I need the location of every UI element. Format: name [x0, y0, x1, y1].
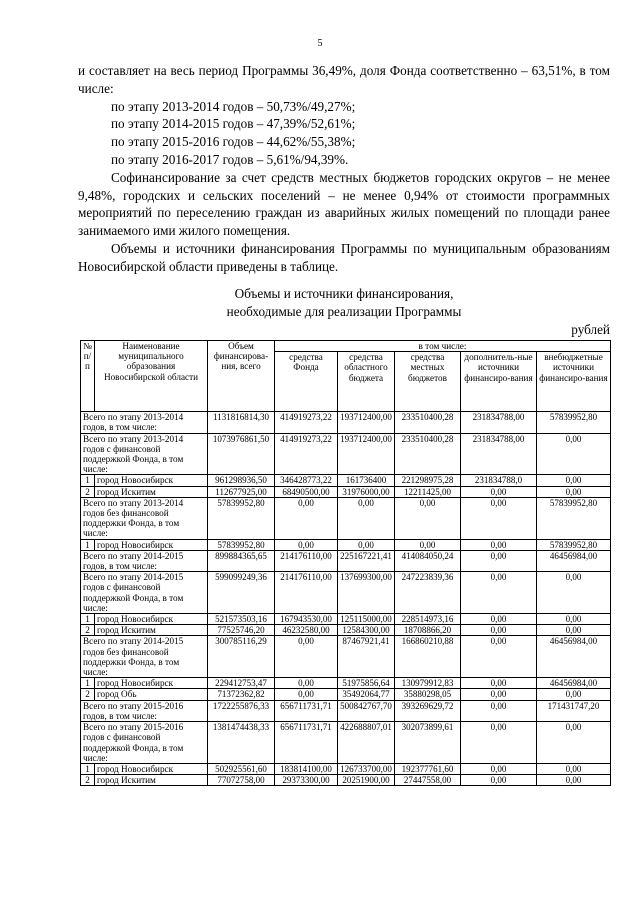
cell-total: 502925561,60 [208, 763, 275, 774]
table-row [81, 572, 611, 614]
cell-additional: 0,00 [461, 678, 537, 689]
cell-total: 1381474438,33 [208, 722, 275, 764]
header-name: Наименование муниципального образования Новосибирской области [95, 341, 208, 412]
cell-total: 71372362,82 [208, 689, 275, 700]
cell-num: 1 [81, 678, 95, 689]
cell-fund: 656711731,71 [275, 722, 338, 764]
cell-total: 77072758,00 [208, 775, 275, 786]
cell-name: город Искитим [95, 625, 208, 636]
cell-regional: 20251900,00 [338, 775, 395, 786]
cell-num: 1 [81, 539, 95, 550]
cell-fund: 214176110,00 [275, 550, 338, 571]
cell-offbudget: 46456984,00 [537, 550, 611, 571]
cell-total: 599099249,36 [208, 572, 275, 614]
table-row [81, 433, 611, 475]
financing-table [80, 340, 611, 786]
cell-name: город Новосибирск [95, 614, 208, 625]
cell-additional: 0,00 [461, 636, 537, 678]
cell-additional: 0,00 [461, 625, 537, 636]
header-total: Объем финансирова-ния, всего [208, 341, 275, 412]
cell-regional: 125115000,00 [338, 614, 395, 625]
cell-local: 233510400,28 [395, 433, 461, 475]
cell-additional: 0,00 [461, 700, 537, 721]
table-row [81, 763, 611, 774]
cell-local: 228514973,16 [395, 614, 461, 625]
cell-local: 35880298,05 [395, 689, 461, 700]
cell-num: 2 [81, 775, 95, 786]
cell-offbudget: 57839952,80 [537, 539, 611, 550]
cell-fund: 346428773,22 [275, 475, 338, 486]
cell-name: город Обь [95, 689, 208, 700]
cell-local: 0,00 [395, 497, 461, 539]
cell-additional: 0,00 [461, 614, 537, 625]
cell-regional: 87467921,41 [338, 636, 395, 678]
table-row [81, 539, 611, 550]
cell-local: 233510400,28 [395, 412, 461, 433]
cell-num: 1 [81, 475, 95, 486]
table-row [81, 475, 611, 486]
cell-additional: 0,00 [461, 775, 537, 786]
cell-total: 1131816814,30 [208, 412, 275, 433]
cell-fund: 0,00 [275, 689, 338, 700]
cell-fund: 167943530,00 [275, 614, 338, 625]
table-row [81, 412, 611, 433]
cell-additional: 0,00 [461, 497, 537, 539]
table-row [81, 614, 611, 625]
cell-offbudget: 0,00 [537, 614, 611, 625]
table-row [81, 700, 611, 721]
cell-offbudget: 57839952,80 [537, 412, 611, 433]
paragraph: Софинансирование за счет средств местных бюджетов городских округов – не менее 9,48%, городских и сельских поселений – не менее 0,94% от стоимости программных мероприятий по переселению граждан из аварийных жилых помещений по площади ранее занимаемого ими жилого помещения. [78, 169, 610, 239]
table-row [81, 486, 611, 497]
cell-total: 57839952,80 [208, 497, 275, 539]
header-local: средства местных бюджетов [395, 352, 461, 412]
page-number: 5 [317, 38, 323, 49]
cell-num: 2 [81, 625, 95, 636]
cell-fund: 0,00 [275, 539, 338, 550]
paragraph: по этапу 2016-2017 годов – 5,61%/94,39%. [111, 151, 349, 167]
cell-regional: 35492064,77 [338, 689, 395, 700]
cell-total: 1073976861,50 [208, 433, 275, 475]
cell-offbudget: 0,00 [537, 775, 611, 786]
cell-name: Всего по этапу 2014-2015 годов без финансовой поддержки Фонда, в том числе: [81, 636, 208, 678]
table-row [81, 497, 611, 539]
table-row [81, 722, 611, 764]
cell-name: Всего по этапу 2015-2016 годов, в том числе: [81, 700, 208, 721]
cell-name: город Новосибирск [95, 678, 208, 689]
cell-fund: 214176110,00 [275, 572, 338, 614]
cell-regional: 193712400,00 [338, 412, 395, 433]
cell-local: 221298975,28 [395, 475, 461, 486]
cell-total: 112677925,00 [208, 486, 275, 497]
cell-local: 27447558,00 [395, 775, 461, 786]
paragraph: по этапу 2013-2014 годов – 50,73%/49,27%; [111, 98, 356, 114]
table-body [81, 412, 611, 786]
table-row [81, 625, 611, 636]
cell-name: город Новосибирск [95, 475, 208, 486]
cell-offbudget: 0,00 [537, 486, 611, 497]
paragraph: по этапу 2014-2015 годов – 47,39%/52,61%; [111, 116, 356, 132]
cell-name: Всего по этапу 2014-2015 годов, в том числе: [81, 550, 208, 571]
cell-fund: 68490500,00 [275, 486, 338, 497]
header-regional: средства областного бюджета [338, 352, 395, 412]
cell-regional: 137699300,00 [338, 572, 395, 614]
cell-offbudget: 0,00 [537, 433, 611, 475]
currency-label: рублей [571, 322, 610, 337]
cell-offbudget: 171431747,20 [537, 700, 611, 721]
cell-fund: 29373300,00 [275, 775, 338, 786]
cell-offbudget: 0,00 [537, 572, 611, 614]
cell-regional: 193712400,00 [338, 433, 395, 475]
cell-total: 961298936,50 [208, 475, 275, 486]
cell-regional: 0,00 [338, 497, 395, 539]
cell-name: город Искитим [95, 486, 208, 497]
table-row [81, 550, 611, 571]
header-additional: дополнитель-ные источники финансиро-вания [461, 352, 537, 412]
cell-fund: 46232580,00 [275, 625, 338, 636]
cell-fund: 0,00 [275, 497, 338, 539]
cell-additional: 0,00 [461, 539, 537, 550]
cell-name: Всего по этапу 2015-2016 годов с финансовой поддержкой Фонда, в том числе: [81, 722, 208, 764]
cell-offbudget: 0,00 [537, 625, 611, 636]
cell-regional: 422688807,01 [338, 722, 395, 764]
cell-fund: 0,00 [275, 636, 338, 678]
cell-name: город Искитим [95, 775, 208, 786]
cell-additional: 0,00 [461, 689, 537, 700]
cell-name: Всего по этапу 2014-2015 годов с финансовой поддержкой Фонда, в том числе: [81, 572, 208, 614]
cell-local: 0,00 [395, 539, 461, 550]
cell-num: 2 [81, 689, 95, 700]
cell-local: 166860210,88 [395, 636, 461, 678]
cell-local: 302073899,61 [395, 722, 461, 764]
cell-offbudget: 46456984,00 [537, 678, 611, 689]
cell-local: 18708866,20 [395, 625, 461, 636]
cell-offbudget: 0,00 [537, 689, 611, 700]
cell-additional: 0,00 [461, 763, 537, 774]
cell-num: 1 [81, 763, 95, 774]
cell-regional: 126733700,00 [338, 763, 395, 774]
cell-regional: 51975856,64 [338, 678, 395, 689]
cell-local: 393269629,72 [395, 700, 461, 721]
cell-total: 300785116,29 [208, 636, 275, 678]
cell-local: 247223839,36 [395, 572, 461, 614]
cell-fund: 414919273,22 [275, 412, 338, 433]
paragraph: Объемы и источники финансирования Программы по муниципальным образованиям Новосибирской области приведены в таблице. [78, 240, 610, 274]
header-including: в том числе: [275, 341, 611, 352]
paragraph: и составляет на весь период Программы 36,49%, доля Фонда соответственно – 63,51%, в том числе: [78, 63, 610, 96]
cell-additional: 231834788,00 [461, 412, 537, 433]
cell-regional: 0,00 [338, 539, 395, 550]
cell-num: 1 [81, 614, 95, 625]
table-title [78, 285, 610, 320]
table-row [81, 689, 611, 700]
cell-additional: 231834788,00 [461, 433, 537, 475]
cell-name: Всего по этапу 2013-2014 годов, в том числе: [81, 412, 208, 433]
header-fund: средства Фонда [275, 352, 338, 412]
cell-additional: 0,00 [461, 572, 537, 614]
header-num: № п/п [81, 341, 95, 412]
header-offbudget: внебюджетные источники финансиро-вания [537, 352, 611, 412]
cell-fund: 656711731,71 [275, 700, 338, 721]
cell-local: 192377761,60 [395, 763, 461, 774]
cell-additional: 0,00 [461, 550, 537, 571]
cell-additional: 231834788,0 [461, 475, 537, 486]
table-title-line-1: Объемы и источники финансирования, [234, 286, 454, 301]
cell-total: 1722255876,33 [208, 700, 275, 721]
cell-local: 130979912,83 [395, 678, 461, 689]
cell-offbudget: 0,00 [537, 763, 611, 774]
table-row [81, 775, 611, 786]
cell-name: Всего по этапу 2013-2014 годов без финансовой поддержки Фонда, в том числе: [81, 497, 208, 539]
body-text [78, 62, 610, 276]
cell-name: город Новосибирск [95, 763, 208, 774]
cell-fund: 0,00 [275, 678, 338, 689]
cell-total: 77525746,20 [208, 625, 275, 636]
cell-total: 899884365,65 [208, 550, 275, 571]
cell-additional: 0,00 [461, 486, 537, 497]
cell-additional: 0,00 [461, 722, 537, 764]
cell-offbudget: 0,00 [537, 475, 611, 486]
cell-total: 229412753,47 [208, 678, 275, 689]
cell-offbudget: 46456984,00 [537, 636, 611, 678]
cell-offbudget: 0,00 [537, 722, 611, 764]
paragraph: по этапу 2015-2016 годов – 44,62%/55,38%; [111, 134, 356, 150]
cell-total: 521573503,16 [208, 614, 275, 625]
cell-regional: 161736400 [338, 475, 395, 486]
table-row [81, 678, 611, 689]
cell-offbudget: 57839952,80 [537, 497, 611, 539]
cell-local: 12211425,00 [395, 486, 461, 497]
table-row [81, 636, 611, 678]
cell-local: 414084050,24 [395, 550, 461, 571]
cell-regional: 31976000,00 [338, 486, 395, 497]
table-title-line-2: необходимые для реализации Программы [226, 303, 462, 319]
cell-regional: 12584300,00 [338, 625, 395, 636]
cell-regional: 225167221,41 [338, 550, 395, 571]
cell-total: 57839952,80 [208, 539, 275, 550]
cell-fund: 414919273,22 [275, 433, 338, 475]
cell-num: 2 [81, 486, 95, 497]
cell-name: город Новосибирск [95, 539, 208, 550]
cell-regional: 500842767,70 [338, 700, 395, 721]
cell-name: Всего по этапу 2013-2014 годов с финансовой поддержкой Фонда, в том числе: [81, 433, 208, 475]
cell-fund: 183814100,00 [275, 763, 338, 774]
